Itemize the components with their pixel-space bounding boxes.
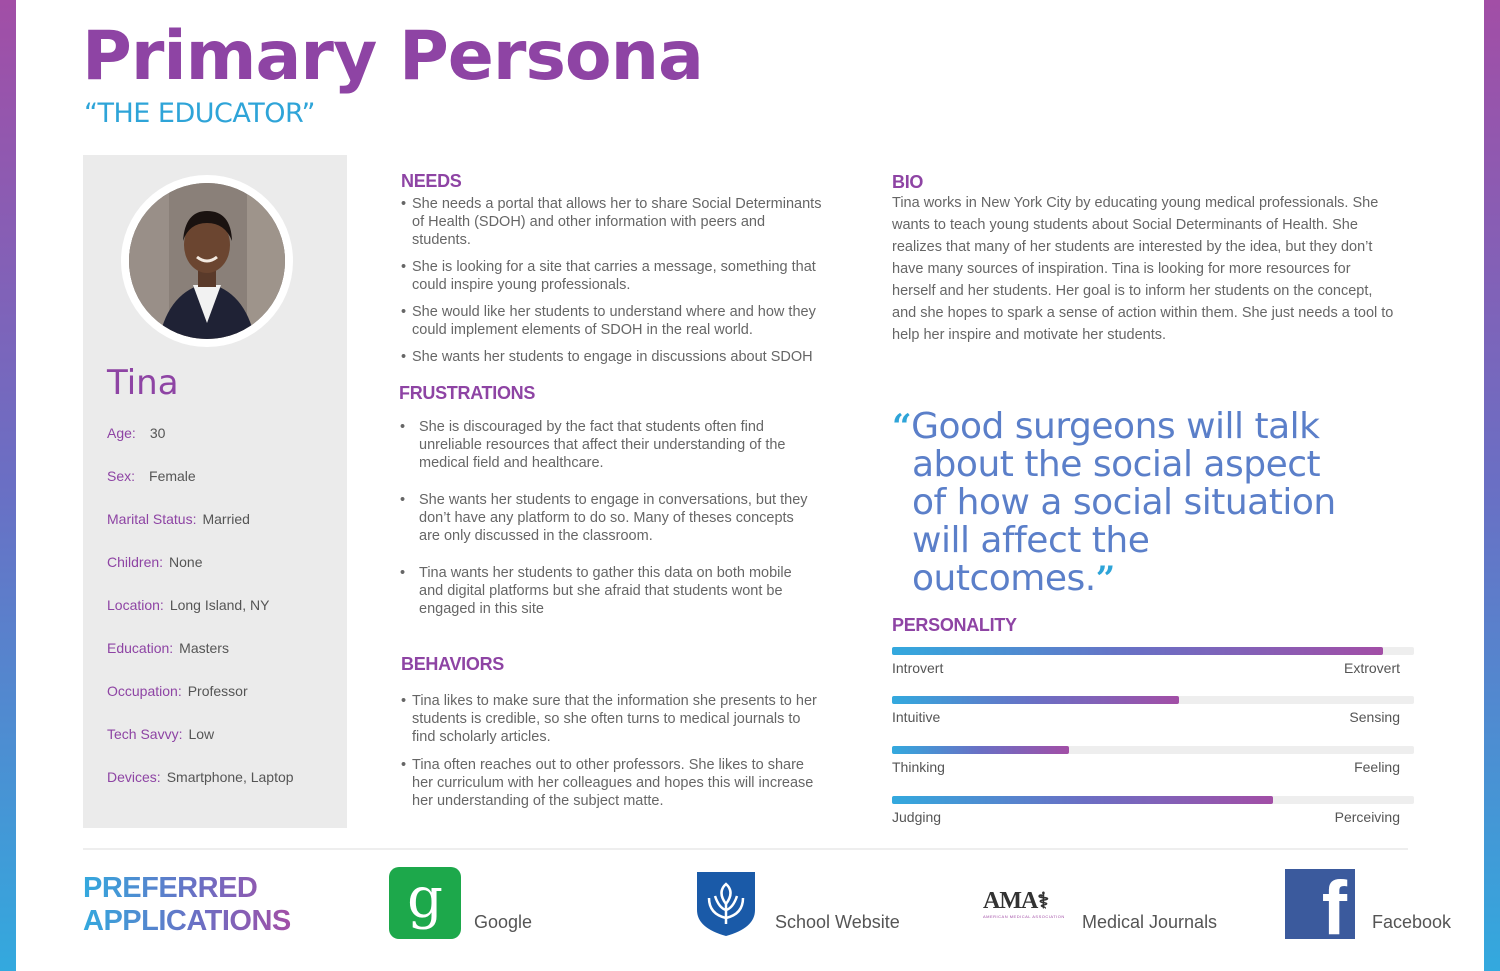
- profile-card: [83, 155, 347, 828]
- trait-thinking-feeling: [892, 746, 1414, 786]
- preferred-apps-heading: PREFERRED APPLICATIONS: [83, 872, 291, 937]
- right-gradient-edge: [1484, 0, 1500, 971]
- frustrations-list: [400, 418, 812, 637]
- bio-heading: BIO: [892, 172, 924, 192]
- list-item: • She needs a portal that allows her to share Social Determinants of Health (SDOH) and other information with peers and students.: [401, 195, 826, 249]
- trait-track: [892, 796, 1414, 804]
- list-item: • She is discouraged by the fact that students often find unreliable resources that affect their understanding of the medical field and healthcare.: [400, 418, 812, 472]
- needs-heading: NEEDS: [401, 171, 462, 191]
- profile-name: Tina: [107, 363, 179, 403]
- attr-location: Location: Long Island, NY: [107, 597, 270, 613]
- list-item: • She would like her students to understand where and how they could implement elements of SDOH in the real world.: [401, 303, 826, 339]
- persona-quote: [892, 408, 1362, 598]
- trait-track: [892, 647, 1414, 655]
- attr-marital-status: Marital Status: Married: [107, 511, 250, 527]
- persona-photo-icon: [129, 183, 285, 339]
- avatar: [121, 175, 293, 347]
- page-title: Primary Persona: [82, 17, 703, 96]
- bio-text: Tina works in New York City by educating young medical professionals. She wants to teach young students about Social Determinants of Health. She realizes that many of her students are interested by the idea, but they don’t have many sources of inspiration. Tina is looking for more resources for herself and her students. Her goal is to inform her students on the concept, and she hopes to spark a sense of action within them. She just needs a tool to help her inspire and motivate her students.: [892, 195, 1394, 343]
- profile-attributes: [107, 423, 294, 810]
- app-label-google: Google: [474, 912, 533, 932]
- section-divider: [83, 848, 1408, 850]
- app-label-facebook: Facebook: [1372, 912, 1452, 932]
- frustrations-heading: FRUSTRATIONS: [399, 383, 536, 403]
- trait-intuitive-sensing: [892, 696, 1414, 736]
- quote-text: Good surgeons will talk about the social aspect of how a social situation will affect the outcomes.: [911, 406, 1336, 599]
- attr-sex: Sex: Female: [107, 468, 196, 484]
- personality-heading: PERSONALITY: [892, 615, 1017, 635]
- facebook-icon: f: [1285, 869, 1355, 939]
- trait-left-label: Intuitive: [892, 709, 941, 725]
- trait-left-label: Introvert: [892, 660, 944, 676]
- left-gradient-edge: [0, 0, 16, 971]
- trait-left-label: Judging: [892, 809, 942, 825]
- trait-track: [892, 746, 1414, 754]
- trait-fill: [892, 696, 1179, 704]
- list-item: • Tina likes to make sure that the information she presents to her students is credible, so she often turns to medical journals to find scholarly articles.: [401, 692, 826, 746]
- trait-right-label: Sensing: [1349, 709, 1400, 725]
- attr-tech-savvy: Tech Savvy: Low: [107, 726, 215, 742]
- list-item: • She is looking for a site that carries a message, something that could inspire young professionals.: [401, 258, 826, 294]
- list-item: • Tina wants her students to gather this data on both mobile and digital platforms but she afraid that students wont be engaged in this site: [400, 564, 812, 618]
- trait-left-label: Thinking: [892, 759, 945, 775]
- open-quote-mark: “: [892, 407, 912, 447]
- list-item: • She wants her students to engage in discussions about SDOH: [401, 348, 826, 366]
- attr-devices: Devices: Smartphone, Laptop: [107, 769, 294, 785]
- trait-judging-perceiving: [892, 796, 1414, 836]
- needs-list: [401, 195, 826, 375]
- app-label-medical-journals: Medical Journals: [1082, 912, 1218, 932]
- behaviors-heading: BEHAVIORS: [401, 654, 504, 674]
- page-subtitle: “THE EDUCATOR”: [84, 98, 316, 129]
- close-quote-mark: ”: [1095, 559, 1115, 599]
- trait-right-label: Perceiving: [1334, 809, 1400, 825]
- attr-children: Children: None: [107, 554, 203, 570]
- app-label-school-website: School Website: [775, 912, 900, 932]
- attr-occupation: Occupation: Professor: [107, 683, 248, 699]
- ama-logo-icon: AMA⚕ AMERICAN MEDICAL ASSOCIATION: [983, 888, 1065, 919]
- attr-education: Education: Masters: [107, 640, 229, 656]
- trait-introvert-extrovert: [892, 647, 1414, 687]
- attr-age: Age: 30: [107, 425, 166, 441]
- list-item: • Tina often reaches out to other professors. She likes to share her curriculum with her colleagues and hopes this will increase her understanding of the subject matte.: [401, 756, 826, 810]
- school-shield-icon: [695, 870, 757, 938]
- trait-track: [892, 696, 1414, 704]
- trait-fill: [892, 796, 1273, 804]
- trait-fill: [892, 647, 1383, 655]
- trait-right-label: Feeling: [1354, 759, 1400, 775]
- trait-fill: [892, 746, 1069, 754]
- behaviors-list: [401, 692, 826, 820]
- trait-right-label: Extrovert: [1343, 660, 1400, 676]
- google-icon: g: [389, 867, 461, 939]
- list-item: • She wants her students to engage in conversations, but they don’t have any platform to do so. Many of theses concepts are only discussed in the classroom.: [400, 491, 812, 545]
